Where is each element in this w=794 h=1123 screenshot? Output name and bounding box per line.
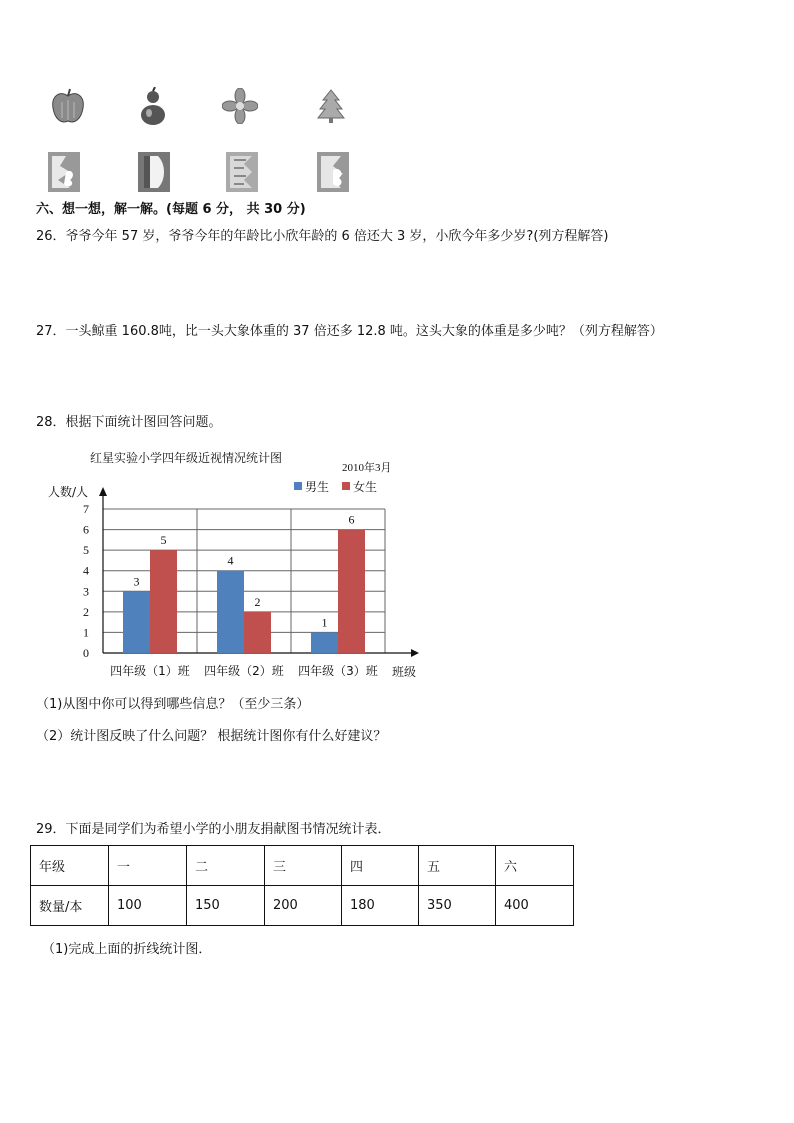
chart-data-label: 2 [254,594,261,609]
chart-subtitle: 2010年3月 [342,462,392,474]
table-cell: 200 [265,886,342,926]
cutout-shape-1-icon [46,150,82,194]
chart-y-tick-label: 1 [83,625,89,640]
chart-legend-label: 女生 [353,480,378,494]
myopia-bar-chart [40,445,440,690]
chart-y-tick-label: 6 [83,522,89,537]
chart-bar [338,530,365,653]
cutout-shape-2-icon [136,150,172,194]
cutout-shape-4-icon [315,150,351,194]
table-row [31,886,574,926]
question-27: 27．一头鲸重 160.8吨，比一头大象体重的 37 倍还多 12.8 吨。这头大象的体重是多少吨？（列方程解答） [36,324,663,339]
table-row-header: 数量/本 [31,886,109,926]
chart-data-label: 5 [160,533,167,548]
chart-category-label: 四年级（1）班 [110,664,190,678]
table-cell: 400 [496,886,574,926]
chart-title: 红星实验小学四年级近视情况统计图 [90,451,283,465]
question-28: 28．根据下面统计图回答问题。 [36,415,222,430]
table-row-header: 年级 [31,846,109,886]
chart-x-axis-label: 班级 [392,665,417,679]
flower-shape-icon [222,88,258,124]
table-cell: 四 [342,846,419,886]
question-26: 26．爷爷今年 57 岁，爷爷今年的年龄比小欣年龄的 6 倍还大 3 岁，小欣今年多少岁?(列方程解答) [36,229,609,244]
chart-data-label: 1 [321,615,328,630]
chart-bar [123,591,150,653]
chart-bar [311,632,338,653]
chart-category-label: 四年级（3）班 [298,664,378,678]
chart-y-tick-label: 4 [83,563,89,578]
table-cell: 100 [109,886,187,926]
chart-bar [217,571,244,653]
chart-bar [244,612,271,653]
table-cell: 二 [187,846,265,886]
question-28-part-2: （2）统计图反映了什么问题？ 根据统计图你有什么好建议？ [36,729,387,744]
question-29-part-1: （1)完成上面的折线统计图． [42,942,212,957]
book-donation-table [30,845,574,926]
apple-shape-icon [50,88,86,126]
table-cell: 一 [109,846,187,886]
chart-y-tick-label: 7 [83,502,89,516]
table-cell: 150 [187,886,265,926]
question-28-part-1: （1)从图中你可以得到哪些信息？（至少三条） [36,697,310,712]
table-cell: 350 [419,886,496,926]
chart-y-axis-label: 人数/人 [48,485,89,499]
cutout-shape-3-icon [224,150,260,194]
chart-y-tick-label: 5 [83,543,89,558]
chart-legend-label: 男生 [305,480,330,494]
chart-data-label: 4 [227,553,234,568]
chart-bar [150,550,177,653]
table-cell: 三 [265,846,342,886]
chart-y-tick-label: 0 [83,646,89,660]
chart-category-label: 四年级（2）班 [204,664,284,678]
chart-data-label: 6 [348,512,355,527]
chart-data-label: 3 [133,574,140,589]
chart-y-tick-label: 3 [83,584,89,599]
table-cell: 六 [496,846,574,886]
chart-legend-swatch [294,482,302,490]
chart-y-tick-label: 2 [83,604,89,619]
chart-y-axis-arrow [99,487,107,496]
section-heading: 六、想一想，解一解。(每题 6 分， 共 30 分) [36,202,306,217]
tree-shape-icon [315,88,347,124]
table-cell: 180 [342,886,419,926]
table-cell: 五 [419,846,496,886]
question-29: 29．下面是同学们为希望小学的小朋友捐献图书情况统计表． [36,822,391,837]
chart-x-axis-arrow [411,649,419,657]
table-row [31,846,574,886]
gourd-shape-icon [138,87,168,127]
chart-legend-swatch [342,482,350,490]
